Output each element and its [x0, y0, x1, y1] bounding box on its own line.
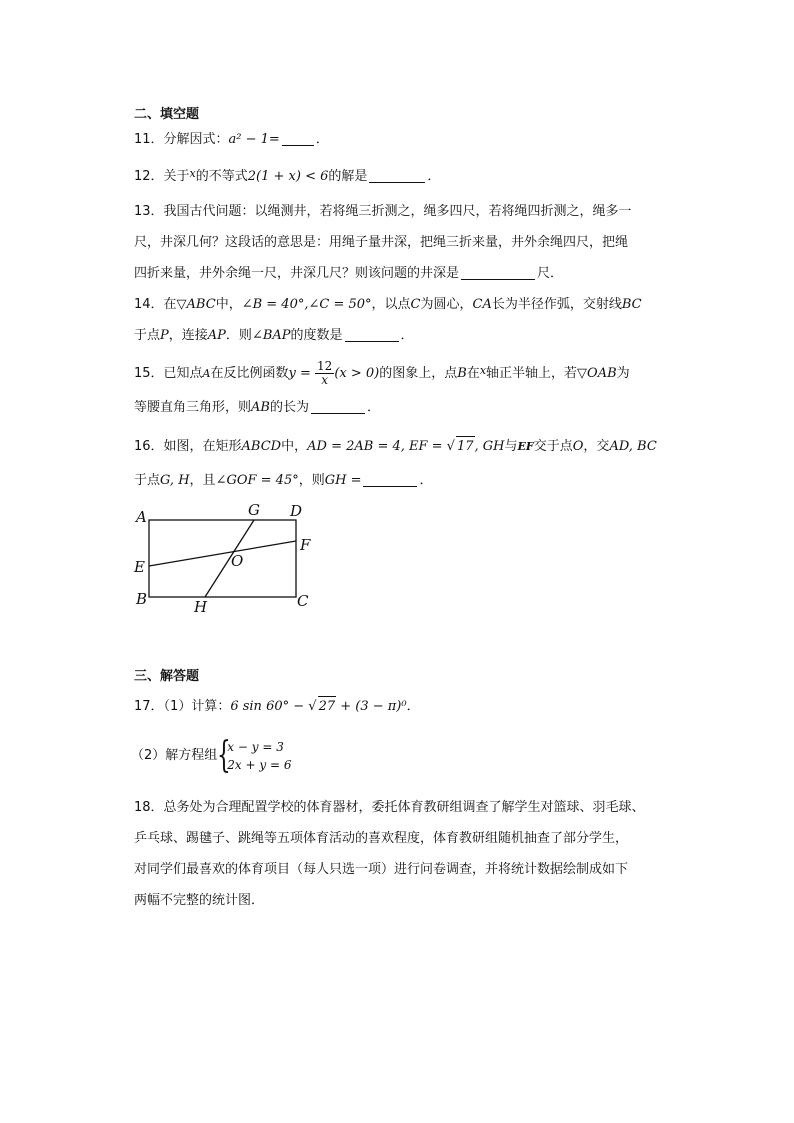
label-a: A — [136, 508, 147, 526]
answer-blank — [311, 399, 365, 414]
answer-blank — [345, 327, 399, 342]
equation-system: { x − y = 3 2x + y = 6 — [217, 735, 292, 776]
label-b: B — [136, 590, 148, 608]
label-d: D — [290, 502, 303, 520]
fraction-12-over-x: $\frac{12}{x}$ — [317, 359, 333, 387]
question-18-line-4: 两幅不完整的统计图． — [134, 893, 265, 908]
question-12: 12．关于$^x$的不等式2(1 + x) < 6的解是 ． — [134, 167, 441, 184]
question-18-line-2: 乒乓球、踢毽子、跳绳等五项体育活动的喜欢程度，体育教研组随机抽查了部分学生， — [134, 831, 629, 846]
segment-ef — [149, 541, 296, 566]
rectangle-figure — [125, 500, 325, 618]
question-18-line-1: 18．总务处为合理配置学校的体育器材，委托体育教研组调查了解学生对篮球、羽毛球、 — [134, 800, 645, 815]
label-g: G — [248, 501, 260, 519]
rectangle-abcd — [149, 520, 296, 597]
label-e: E — [134, 558, 145, 576]
question-18-line-3: 对同学们最喜欢的体育项目（每人只选一项）进行问卷调查，并将统计数据绘制成如下 — [134, 862, 629, 877]
label-f: F — [300, 536, 311, 554]
label-h: H — [194, 598, 208, 616]
question-15-line-2: 等腰直角三角形，则AB的长为 ． — [134, 400, 380, 415]
question-17-part-1: 17．（1）计算：6 sin 60° − √ 27 + (3 − π)⁰． — [134, 696, 420, 717]
question-13-line-3: 四折来量，井外余绳一尺，井深几尺？则该问题的井深是 尺． — [134, 266, 564, 281]
question-16-line-1: 16．如图，在矩形ABCD中，AD = 2AB = 4, EF = √ 17, GH与EF交于点O，交AD, BC — [134, 436, 657, 457]
question-17-part-2: （2）解方程组 { x − y = 3 2x + y = 6 — [131, 735, 292, 776]
section-title-fill-blank: 二、填空题 — [134, 107, 200, 122]
question-14-line-1: 14．在▽ABC中，∠B = 40°,∠C = 50°，以点C为圆心，CA长为半径作弧，交射线BC — [134, 297, 642, 312]
answer-blank — [369, 168, 425, 183]
question-11: 11．分解因式：a² − 1= ． — [134, 132, 329, 147]
answer-blank — [461, 265, 535, 280]
label-c: C — [297, 592, 309, 610]
question-13-line-1: 13．我国古代问题：以绳测井，若将绳三折测之，绳多四尺，若将绳四折测之，绳多一 — [134, 204, 632, 219]
section-title-solve: 三、解答题 — [134, 669, 200, 684]
answer-blank — [282, 131, 314, 146]
label-o: O — [231, 552, 244, 570]
question-13-line-2: 尺，井深几何？这段话的意思是：用绳子量井深，把绳三折来量，井外余绳四尺，把绳 — [134, 235, 629, 250]
answer-blank — [363, 472, 417, 487]
question-14-line-2: 于点P，连接AP．则∠BAP的度数是 ． — [134, 328, 414, 343]
question-15-line-1: 15．已知点A在反比例函数y = $\frac{12}{x}$ (x > 0)的图象上，点B在$^x$轴正半轴上，若▽OAB为 — [134, 359, 630, 387]
segment-gh — [205, 520, 254, 597]
question-16-line-2: 于点G, H，且∠GOF = 45°，则GH = ． — [134, 473, 433, 488]
